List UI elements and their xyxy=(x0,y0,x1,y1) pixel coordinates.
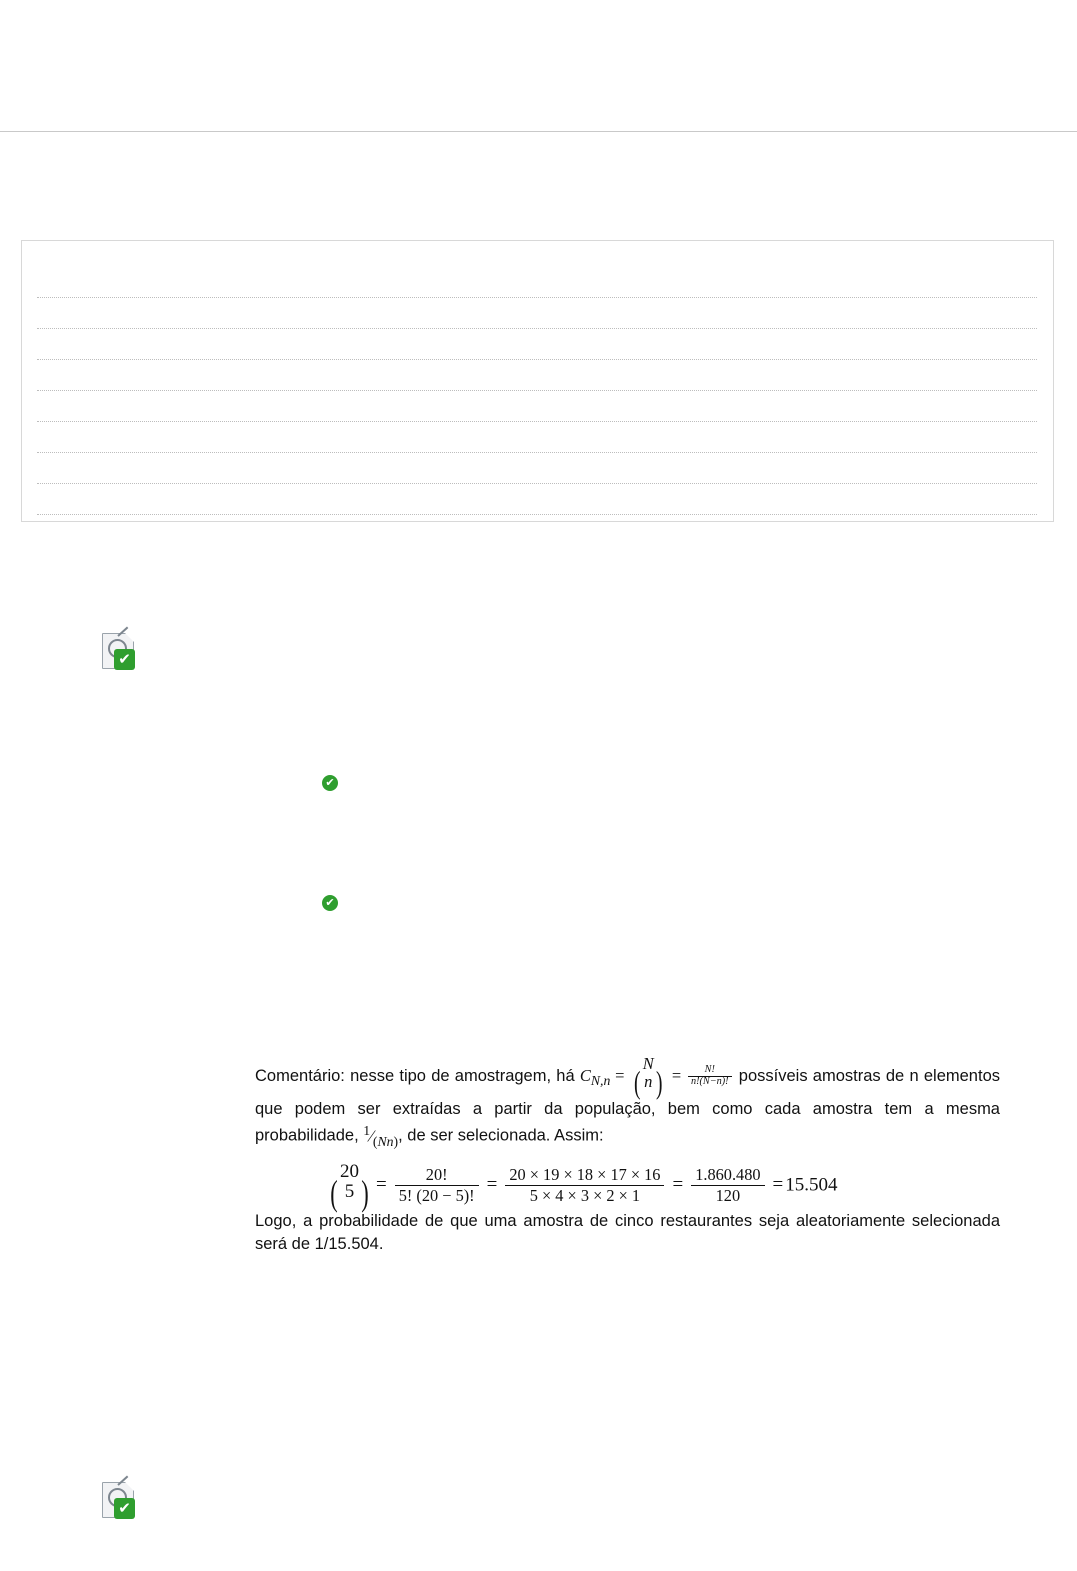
binomial-bottom: n xyxy=(644,1071,653,1091)
eq-binomial-stack xyxy=(340,1162,359,1203)
combination-symbol: C xyxy=(579,1065,591,1085)
binomial-stack xyxy=(643,1055,654,1091)
explanation-intro-prefix: Comentário: nesse tipo de amostragem, há xyxy=(255,1066,580,1085)
check-badge: ✔ xyxy=(114,1498,135,1519)
eq-f2-den: 5 × 4 × 3 × 2 × 1 xyxy=(505,1185,664,1206)
eq-binomial-top: 20 xyxy=(340,1160,360,1182)
eq-right-paren: ) xyxy=(361,1172,369,1213)
equation-fraction-2 xyxy=(505,1165,664,1206)
equation-binomial xyxy=(325,1160,374,1213)
eq-f1-den: 5! (20 − 5)! xyxy=(395,1185,479,1206)
note-line xyxy=(37,391,1037,422)
binomial-top: N xyxy=(642,1054,654,1073)
eq-f3-num: 1.860.480 xyxy=(695,1165,761,1185)
binomial-coefficient xyxy=(629,1054,667,1101)
explanation-intro-suffix: possíveis amostras de n elementos que podem ser extraídas a partir da população, bem como cada amostra tem a mesma probabilidade, xyxy=(255,1066,1000,1145)
note-line xyxy=(37,298,1037,329)
eq-sign-4: = xyxy=(772,1174,784,1196)
eq-f2-num: 20 × 19 × 18 × 17 × 16 xyxy=(509,1165,661,1185)
lined-notes-area[interactable] xyxy=(21,240,1054,522)
document-check-icon xyxy=(100,632,140,672)
probability-denominator-binomial: (Nn) xyxy=(372,1134,399,1150)
equation-result: 15.504 xyxy=(785,1174,838,1196)
probability-fraction: $^1⁄_{(Nn)}$ xyxy=(363,1123,399,1150)
conclusion-paragraph: Logo, a probabilidade de que uma amostra de cinco restaurantes seja aleatoriamente selecionada será de 1/15.504. xyxy=(255,1211,1000,1254)
equation-fraction-1 xyxy=(395,1165,479,1206)
eq-binomial-bottom: 5 xyxy=(344,1181,355,1203)
note-line xyxy=(37,329,1037,360)
eq-sign-3: = xyxy=(672,1174,684,1196)
note-line xyxy=(37,484,1037,515)
document-check-icon xyxy=(100,1481,140,1521)
fraction-denominator: n!(N−n)! xyxy=(688,1076,732,1088)
eq-f3-den: 120 xyxy=(691,1185,764,1206)
note-line xyxy=(37,422,1037,453)
equals-sign-2: = xyxy=(667,1065,687,1085)
notes-lines xyxy=(37,267,1037,515)
correct-answer-check-icon: ✔ xyxy=(322,775,338,791)
right-paren: ) xyxy=(655,1065,663,1101)
probability-numerator: 1 xyxy=(363,1123,371,1139)
note-line xyxy=(37,453,1037,484)
combination-subscript: N,n xyxy=(590,1073,611,1089)
note-line xyxy=(37,267,1037,298)
left-paren: ( xyxy=(634,1065,641,1101)
fraction-numerator: N! xyxy=(704,1064,715,1076)
explanation-paragraph xyxy=(255,1055,1000,1152)
equation-fraction-3 xyxy=(691,1165,764,1206)
equals-sign: = xyxy=(610,1065,630,1085)
eq-left-paren: ( xyxy=(330,1172,338,1213)
header-divider xyxy=(0,131,1077,132)
correct-answer-check-icon: ✔ xyxy=(322,895,338,911)
explanation-block xyxy=(255,1055,1000,1257)
check-badge: ✔ xyxy=(114,649,135,670)
note-line xyxy=(37,360,1037,391)
eq-f1-num: 20! xyxy=(425,1165,448,1185)
prob-binom-bottom: n xyxy=(386,1134,394,1150)
prob-binom-top: N xyxy=(377,1134,387,1150)
display-equation xyxy=(325,1160,1000,1213)
factorial-fraction xyxy=(688,1065,732,1087)
eq-sign-1: = xyxy=(376,1174,387,1196)
explanation-intro-end: , de ser selecionada. Assim: xyxy=(398,1126,604,1145)
eq-sign-2: = xyxy=(486,1174,498,1196)
